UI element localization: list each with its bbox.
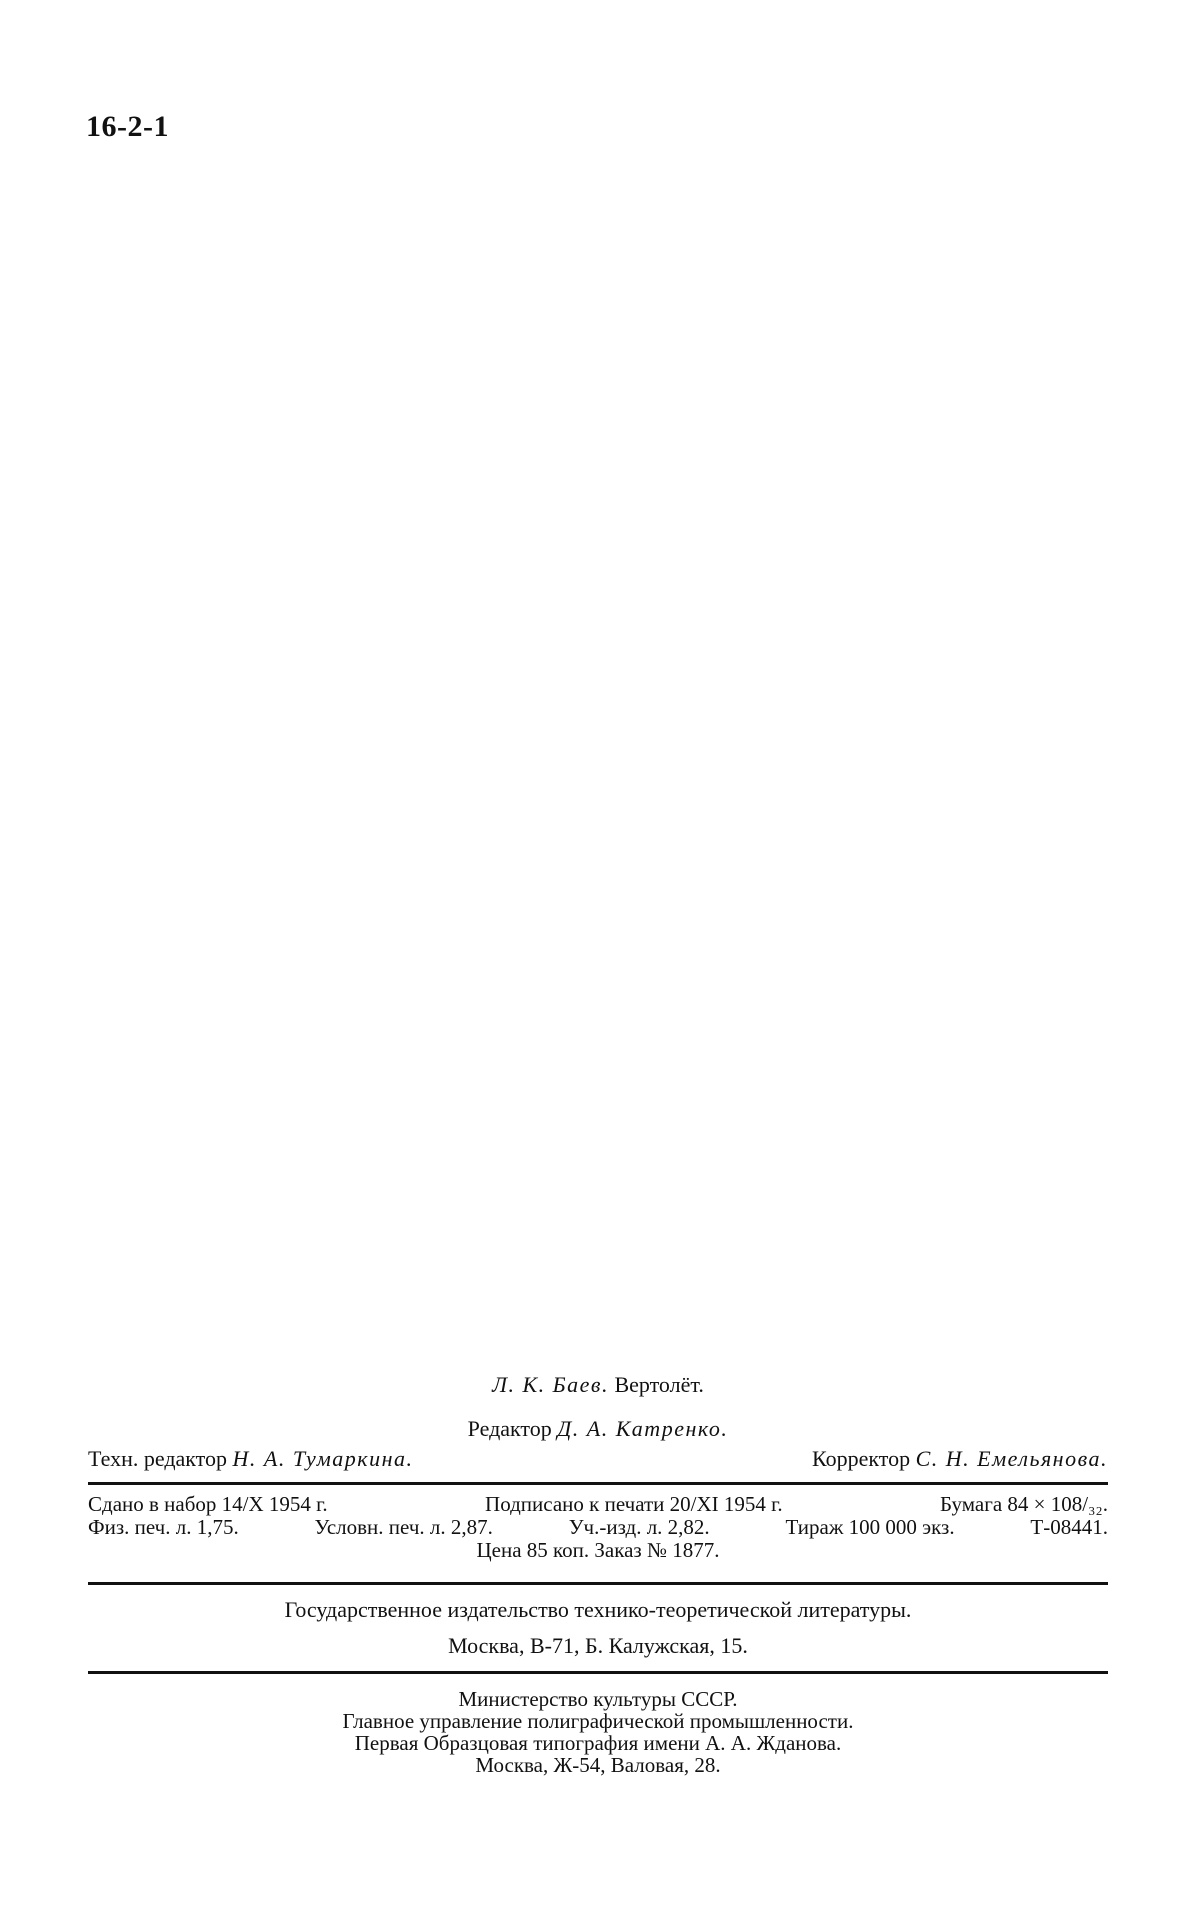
publisher-name: Государственное издательство технико-теоретической литературы. — [284, 1597, 912, 1622]
tech-editor-label: Техн. редактор — [88, 1446, 228, 1471]
staff-line — [88, 1446, 1108, 1485]
book-title-line — [88, 1372, 1108, 1398]
printer-line: Москва, Ж-54, Валовая, 28. — [475, 1753, 721, 1777]
license-number: Т-08441. — [1030, 1515, 1108, 1539]
details-row-2 — [88, 1516, 1108, 1539]
paper-format: Бумага 84 × 108/₃₂. — [940, 1492, 1108, 1516]
publisher-block — [88, 1585, 1108, 1674]
publisher-address: Москва, В-71, Б. Калужская, 15. — [448, 1633, 748, 1658]
print-details — [88, 1493, 1108, 1585]
corrector — [812, 1446, 1108, 1472]
printer-line: Первая Образцовая типография имени А. А. Жданова. — [354, 1731, 842, 1755]
book-title: Вертолёт. — [614, 1372, 704, 1397]
tech-editor — [88, 1446, 414, 1472]
printer-line: Министерство культуры СССР. — [458, 1687, 738, 1711]
editor-name: Д. А. Катренко. — [557, 1416, 729, 1441]
tech-editor-name: Н. А. Тумаркина. — [232, 1446, 414, 1471]
conventional-sheets: Условн. печ. л. 2,87. — [314, 1515, 493, 1539]
details-row-1 — [88, 1493, 1108, 1516]
corrector-label: Корректор — [812, 1446, 911, 1471]
publishing-sheets: Уч.-изд. л. 2,82. — [568, 1515, 710, 1539]
editor-line — [88, 1416, 1108, 1442]
imprint-block — [88, 1372, 1108, 1776]
print-run: Тираж 100 000 экз. — [785, 1515, 955, 1539]
signed-date: Подписано к печати 20/XI 1954 г. — [485, 1492, 783, 1516]
printer-line: Главное управление полиграфической промышленности. — [342, 1709, 854, 1733]
price-order-line: Цена 85 коп. Заказ № 1877. — [476, 1538, 720, 1562]
physical-sheets: Физ. печ. л. 1,75. — [88, 1515, 239, 1539]
editor-label: Редактор — [467, 1416, 552, 1441]
page-code: 16-2-1 — [86, 110, 169, 143]
author-name: Л. К. Баев. — [492, 1372, 609, 1397]
printer-block — [88, 1674, 1108, 1776]
typeset-date: Сдано в набор 14/X 1954 г. — [88, 1492, 328, 1516]
corrector-name: С. Н. Емельянова. — [915, 1446, 1108, 1471]
